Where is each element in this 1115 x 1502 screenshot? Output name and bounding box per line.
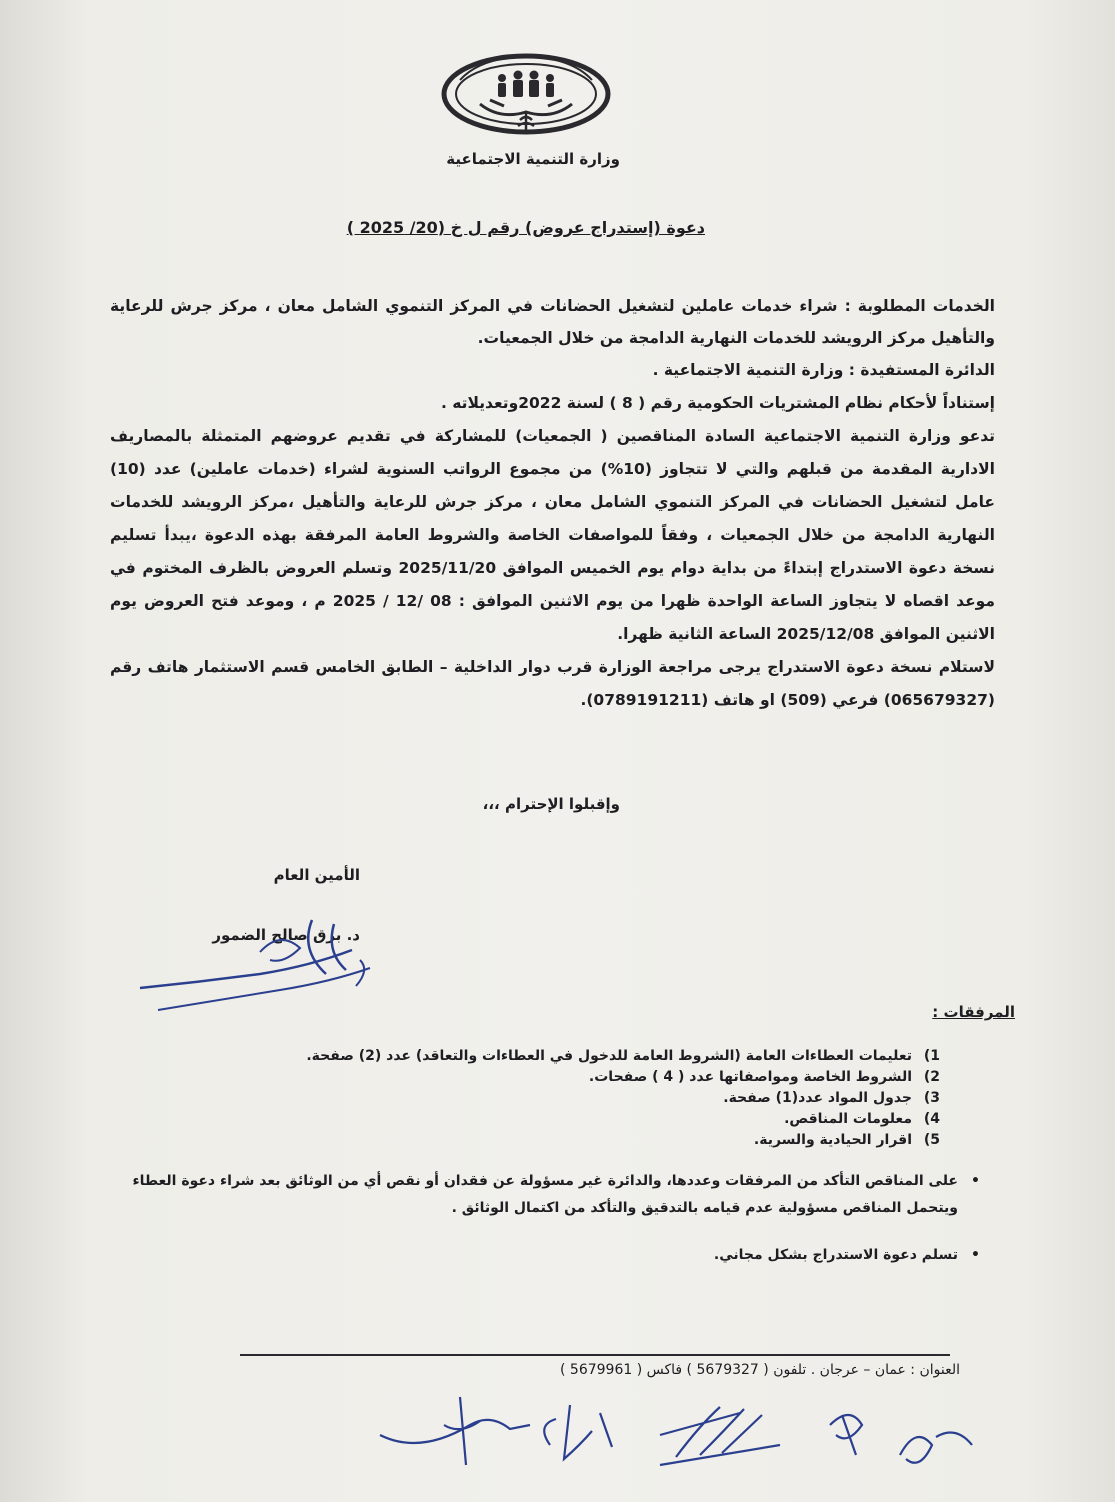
list-item: 1)تعليمات العطاءات العامة (الشروط العامة للدخول في العطاءات والتعاقد) عدد (2) صفحة. <box>306 1048 940 1064</box>
footer-divider <box>240 1354 950 1356</box>
list-item: 4)معلومات المناقص. <box>784 1111 940 1127</box>
document-title: دعوة (إستدراج عروض) رقم ل خ (20/ 2025 ) <box>346 218 705 237</box>
list-item: 2)الشروط الخاصة ومواصفاتها عدد ( 4 ) صفحات. <box>588 1069 940 1085</box>
notes-list <box>120 1168 980 1269</box>
signatory-name: د. برق صالح الضمور <box>212 926 360 944</box>
list-item: 5)اقرار الحيادية والسرية. <box>753 1132 940 1148</box>
contact-paragraph: لاستلام نسخة دعوة الاستدراج يرجى مراجعة الوزارة قرب دوار الداخلية – الطابق الخامس قسم الاستثمار هاتف رقم (065679327) فرعي (509) او هاتف (0789191211). <box>110 658 995 709</box>
document-body <box>110 290 995 717</box>
handwritten-initials <box>360 1385 990 1502</box>
signatory-title: الأمين العام <box>273 866 360 884</box>
ministry-emblem-icon <box>440 50 612 148</box>
note-item: • تسلم دعوة الاستدراج بشكل مجاني. <box>120 1242 980 1269</box>
attachments-title: المرفقات : <box>932 1003 1015 1021</box>
services-paragraph: الخدمات المطلوبة : شراء خدمات عاملين لتشغيل الحضانات في المركز التنموي الشامل معان ، مركز جرش للرعاية والتأهيل مركز الرويشد للخدمات النهارية الدامجة من خلال الجمعيات. <box>110 297 995 347</box>
note-item: • على المناقص التأكد من المرفقات وعددها، والدائرة غير مسؤولة عن فقدان أو نقص أي من الوثائق بعد شراء دعوة العطاء ويتحمل المناقص مسؤولية عدم قيامه بالتدقيق والتأكد من اكتمال الوثائق . <box>120 1168 980 1222</box>
ministry-name: وزارة التنمية الاجتماعية <box>446 150 620 168</box>
closing-line: وإقبلوا الإحترام ،،، <box>482 795 620 813</box>
legal-basis-paragraph: إستناداً لأحكام نظام المشتريات الحكومية رقم ( 8 ) لسنة 2022وتعديلاته . <box>440 394 995 412</box>
beneficiary-paragraph: الدائرة المستفيدة : وزارة التنمية الاجتماعية . <box>652 361 995 379</box>
attachments-list <box>240 1046 940 1151</box>
list-item: 3)جدول المواد عدد(1) صفحة. <box>723 1090 940 1106</box>
invitation-paragraph: تدعو وزارة التنمية الاجتماعية السادة المناقصين ( الجمعيات) للمشاركة في تقديم عروضهم المتمثلة بالمصاريف الادارية المقدمة من قبلهم والتي لا تتجاوز (10%) من مجموع الرواتب السنوية لشراء (خدمات عاملين) عدد (10) عامل لتشغيل الحضانات في المركز التنموي الشامل معان ، مركز جرش للرعاية والتأهيل ،مركز الرويشد للخدمات النهارية الدامجة من خلال الجمعيات ، وفقاً للمواصفات الخاصة والشروط العامة المرفقة بهذه الدعوة ،يبدأ تسليم نسخة دعوة الاستدراج إبتداءً من بداية دوام يوم الخميس الموافق 2025/11/20 وتسلم العروض بالظرف المختوم في موعد اقصاه لا يتجاوز الساعة الواحدة ظهرا من يوم الاثنين الموافق : 08 /12 / 2025 م ، وموعد فتح العروض يوم الاثنين الموافق 2025/12/08 الساعة الثانية ظهرا. <box>110 427 996 643</box>
footer-address: العنوان : عمان – عرجان . تلفون ( 5679327 ) فاكس ( 5679961 ) <box>559 1362 960 1378</box>
handwritten-signature <box>120 890 390 1020</box>
